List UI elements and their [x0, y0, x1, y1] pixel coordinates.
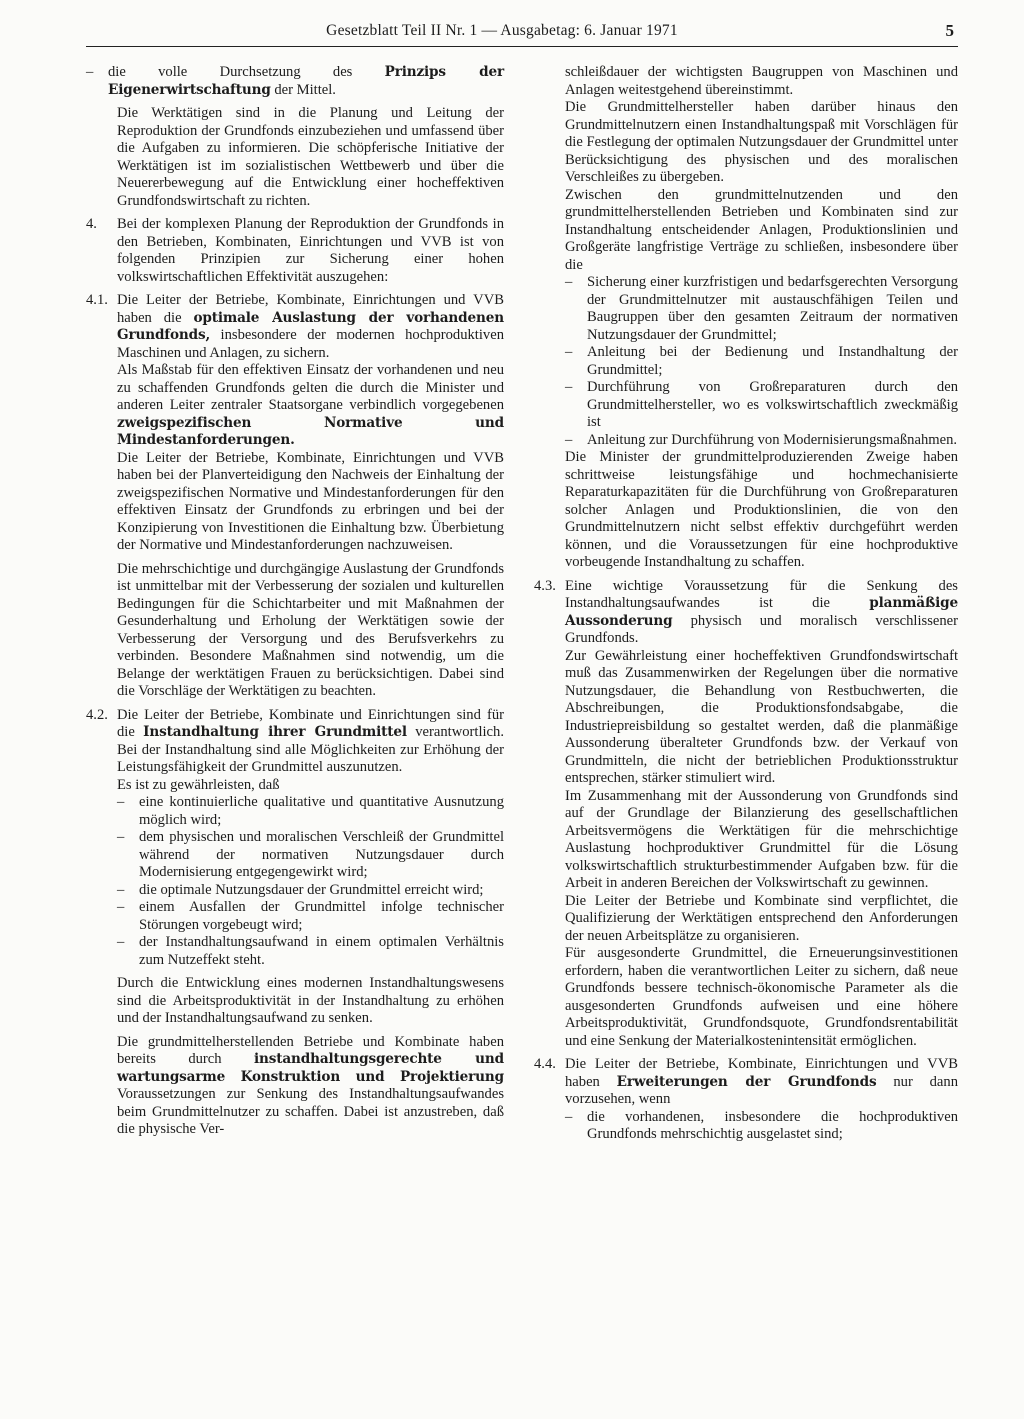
section-number: 4.: [86, 216, 97, 232]
section-text: Bei der komplexen Planung der Reproduktion der Grundfonds in den Betrieben, Kombinaten, Einrichtungen und VVB ist von folgenden Prinzipien zur Sicherung einer hohen volkswirtschaftlichen Effektivität auszugehen:: [117, 216, 504, 285]
left-column: [86, 64, 504, 1139]
gazette-title: Gesetzblatt Teil II Nr. 1 — Ausgabetag: 6. Januar 1971: [326, 22, 678, 39]
list-item: – die optimale Nutzungsdauer der Grundmittel erreicht wird;: [86, 882, 504, 900]
list-item: – der Instandhaltungsaufwand in einem optimalen Verhältnis zum Nutzeffekt steht.: [86, 934, 504, 969]
list-item: – dem physischen und moralischen Verschleiß der Grundmittel während der normativen Nutzungsdauer durch Modernisierung entgegengewirkt wird;: [86, 829, 504, 882]
paragraph: Die Werktätigen sind in die Planung und Leitung der Reproduktion der Grundfonds einzubeziehen und umfassend über die Aufgaben zu informieren. Die schöpferische Initiative der Werktätigen ist im sozialistischen Wettbewerb und über die Neuererbewegung auf die Entwicklung einer hocheffektiven Grundfondswirtschaft zu richten.: [117, 105, 504, 209]
paragraph: Zwischen den grundmittelnutzenden und den grundmittelherstellenden Betrieben und Kombinaten sind zur Instandhaltung entscheidender Anlagen, Produktionslinien und Großgeräte langfristige Verträge zu schließen, insbesondere über die: [565, 186, 958, 273]
paragraph: Die Minister der grundmittelproduzierenden Zweige haben schrittweise leistungsfähige und hochmechanisierte Reparaturkapazitäten für die Durchführung von Großreparaturen solcher Anlagen und Produktionslinien, die von den Grundmittelnutzern nicht selbst effektiv durchgeführt werden können, und die Voraussetzungen für eine hochproduktive vorbeugende Instandhaltung zu schaffen.: [565, 449, 958, 570]
paragraph: Die grundmittelherstellenden Betriebe und Kombinate haben bereits durch instandhaltungsgerechte und wartungsarme Konstruktion und Projektierung Voraussetzungen zur Senkung des Instandhaltungsaufwandes beim Grundmittelnutzer zu schaffen. Dabei ist anzustreben, daß die physische Ver-: [117, 1033, 504, 1137]
section-text: Die Leiter der Betriebe, Kombinate und Einrichtungen sind für die Instandhaltung ihrer Grundmittel verantwortlich. Bei der Instandhaltung sind alle Möglichkeiten zur Erhöhung der Leistungsfähigkeit der Grundmittel auszunutzen.: [117, 706, 504, 775]
section-4-4: [534, 1056, 958, 1109]
paragraph: Es ist zu gewährleisten, daß: [117, 776, 280, 793]
paragraph: Die mehrschichtige und durchgängige Auslastung der Grundfonds ist unmittelbar mit der Verbesserung der sozialen und kulturellen Bedingungen für die Schichtarbeiter und mit Maßnahmen der Gesunderhaltung und Erholung der Werktätigen sowie der Verbesserung der Versorgung und des Berufsverkehrs zu verbinden. Besondere Maßnahmen sind notwendig, um die Belange der werktätigen Frauen zu berücksichtigen. Dabei sind die Vorschläge der Werktätigen zu beachten.: [117, 560, 504, 699]
paragraph: Die Grundmittelhersteller haben darüber hinaus den Grundmittelnutzern einen Instandhaltungspaß mit Vorschlägen für die Festlegung der optimalen Nutzungsdauer der Grundmittel unter Berücksichtigung des physischen und des moralischen Verschleißes zu übergeben.: [565, 99, 958, 185]
list-item: – Sicherung einer kurzfristigen und bedarfsgerechten Versorgung der Grundmittelnutzer mit austauschfähigen Teilen und Baugruppen über den gesamten Zeitraum der normativen Nutzungsdauer der Grundmittel;: [534, 274, 958, 344]
paragraph: Durch die Entwicklung eines modernen Instandhaltungswesens sind die Arbeitsproduktivität in der Instandhaltung zu erhöhen und der Instandhaltungsaufwand zu senken.: [117, 975, 504, 1026]
page-number: 5: [945, 21, 954, 40]
section-number: 4.3.: [534, 577, 556, 594]
section-text: Eine wichtige Voraussetzung für die Senkung des Instandhaltungsaufwandes ist die planmäßige Aussonderung physisch und moralisch verschlissener Grundfonds.: [565, 577, 958, 646]
paragraph: Für ausgesonderte Grundmittel, die Erneuerungsinvestitionen erfordern, haben die verantwortlichen Leiter zu sichern, daß neue Grundfonds bessere technisch-ökonomische Parameter als die ausgesonderten Grundfonds aufweisen und eine höhere Arbeitsproduktivität, Grundfondsquote, Grundfondsrentabilität und eine Senkung der Materialkostenintensität ermöglichen.: [565, 945, 958, 1049]
paragraph: Im Zusammenhang mit der Aussonderung von Grundfonds sind auf der Grundlage der Bilanzierung des gesellschaftlichen Arbeitsvermögens die Werktätigen für die mehrschichtige Auslastung hochproduktiver Grundmittel für die Lösung volkswirtschaftlich strukturbestimmender Aufgaben bzw. für die Arbeit in anderen Bereichen der Volkswirtschaft zu gewinnen.: [565, 787, 958, 891]
list-item: – Durchführung von Großreparaturen durch den Grundmittelhersteller, wo es volkswirtschaftlich zweckmäßig ist: [534, 379, 958, 432]
section-4-1: [86, 292, 504, 701]
section-number: 4.1.: [86, 292, 108, 308]
list-item: – Anleitung bei der Bedienung und Instandhaltung der Grundmittel;: [534, 344, 958, 379]
paragraph: Die Leiter der Betriebe und Kombinate sind verpflichtet, die Qualifizierung der Werktätigen entsprechend den Anforderungen der neuen Arbeitsplätze zu organisieren.: [565, 892, 958, 944]
list-item: – Anleitung zur Durchführung von Modernisierungsmaßnahmen.: [534, 432, 958, 450]
paragraph: Zur Gewährleistung einer hocheffektiven Grundfondswirtschaft muß das Zusammenwirken der Regelungen über die normative Nutzungsdauer, die Behandlung von Restbuchwerten, die Abschreibungen, die Produktionsfondsabgabe, die Industriepreisbildung so gestaltet werden, daß die planmäßige Aussonderung überalteter Grundfonds bzw. der Verkauf von Grundmitteln, die nicht der betrieblichen Produktionsstruktur entsprechen, stärker stimuliert wird.: [565, 647, 958, 786]
section-number: 4.2.: [86, 706, 108, 723]
section-4-2: [86, 707, 504, 795]
paragraph: Die Leiter der Betriebe, Kombinate, Einrichtungen und VVB haben bei der Planverteidigung den Nachweis der Einhaltung der zweigspezifischen Normative und Mindestanforderungen für den effektiven Einsatz der Grundfonds zu erbringen und bei der Konzipierung von Investitionen die Einhaltung bzw. Überbietung der Normative und Mindestanforderungen nachzuweisen.: [117, 449, 504, 553]
list-item: – einem Ausfallen der Grundmittel infolge technischer Störungen vorgebeugt wird;: [86, 899, 504, 934]
right-column: [534, 64, 958, 1144]
section-4: [86, 216, 504, 286]
section-text: Die Leiter der Betriebe, Kombinate, Einrichtungen und VVB haben Erweiterungen der Grundfonds nur dann vorzusehen, wenn: [565, 1056, 958, 1107]
list-item: – die vorhandenen, insbesondere die hochproduktiven Grundfonds mehrschichtig ausgelastet sind;: [534, 1109, 958, 1144]
paragraph: schleißdauer der wichtigsten Baugruppen von Maschinen und Anlagen weitestgehend übereinstimmt.: [565, 64, 958, 98]
section-number: 4.4.: [534, 1056, 556, 1072]
section-4-3: [534, 578, 958, 1051]
page-header: [86, 22, 958, 47]
section-text: Die Leiter der Betriebe, Kombinate, Einrichtungen und VVB haben die optimale Auslastung der vorhandenen Grundfonds, insbesondere der modernen hochproduktiven Maschinen und Anlagen, zu sichern.: [117, 292, 504, 361]
paragraph: Als Maßstab für den effektiven Einsatz der vorhandenen und neu zu schaffenden Grundfonds gelten die durch die Minister und anderen Leiter zentraler Staatsorgane verbindlich vorgegebenen zweigspezifischen Normative und Mindestanforderungen.: [117, 362, 504, 448]
list-item: – die volle Durchsetzung des Prinzips der Eigenerwirtschaftung der Mittel.: [86, 64, 504, 99]
list-item: – eine kontinuierliche qualitative und quantitative Ausnutzung möglich wird;: [86, 794, 504, 829]
